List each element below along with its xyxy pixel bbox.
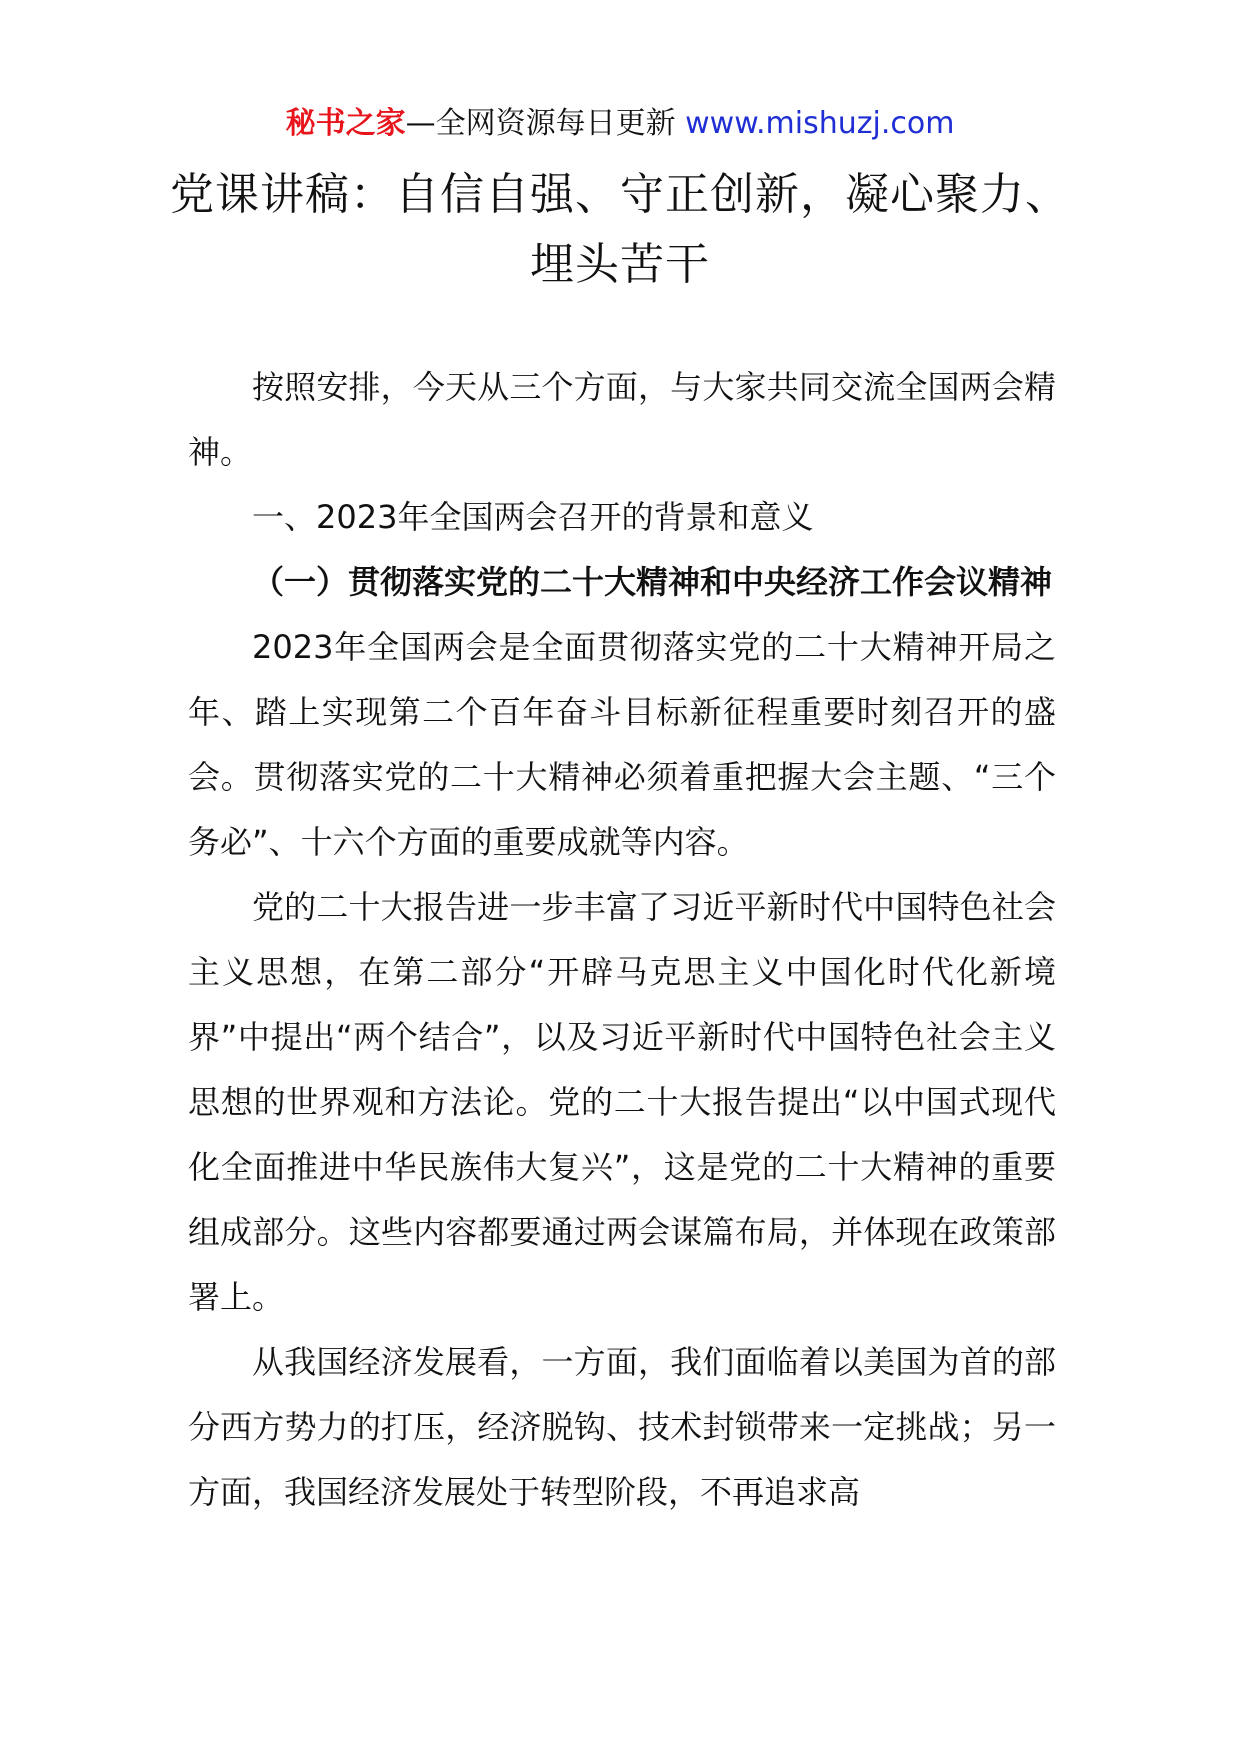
document-body: [188, 355, 1056, 1525]
paragraph-body-3: 从我国经济发展看，一方面，我们面临着以美国为首的部分西方势力的打压，经济脱钩、技术封锁带来一定挑战；另一方面，我国经济发展处于转型阶段，不再追求高: [188, 1343, 1056, 1511]
section-heading-1: 一、2023年全国两会召开的背景和意义: [252, 498, 814, 536]
paragraph-intro: 按照安排，今天从三个方面，与大家共同交流全国两会精神。: [188, 368, 1056, 471]
site-header: [0, 104, 1240, 144]
paragraph-body-1: 2023年全国两会是全面贯彻落实党的二十大精神开局之年、踏上实现第二个百年奋斗目标新征程重要时刻召开的盛会。贯彻落实党的二十大精神必须着重把握大会主题、“三个务必”、十六个方面的重要成就等内容。: [188, 628, 1056, 861]
site-url-link[interactable]: www.mishuzj.com: [685, 106, 955, 141]
site-brand: 秘书之家: [285, 106, 406, 141]
document-title: 党课讲稿：自信自强、守正创新，凝心聚力、埋头苦干: [170, 169, 1070, 290]
site-tagline: —全网资源每日更新: [405, 106, 676, 141]
paragraph-body-2: 党的二十大报告进一步丰富了习近平新时代中国特色社会主义思想，在第二部分“开辟马克思主义中国化时代化新境界”中提出“两个结合”，以及习近平新时代中国特色社会主义思想的世界观和方法论。党的二十大报告提出“以中国式现代化全面推进中华民族伟大复兴”，这是党的二十大精神的重要组成部分。这些内容都要通过两会谋篇布局，并体现在政策部署上。: [188, 888, 1056, 1316]
subsection-heading-1: （一）贯彻落实党的二十大精神和中央经济工作会议精神: [252, 563, 1053, 601]
